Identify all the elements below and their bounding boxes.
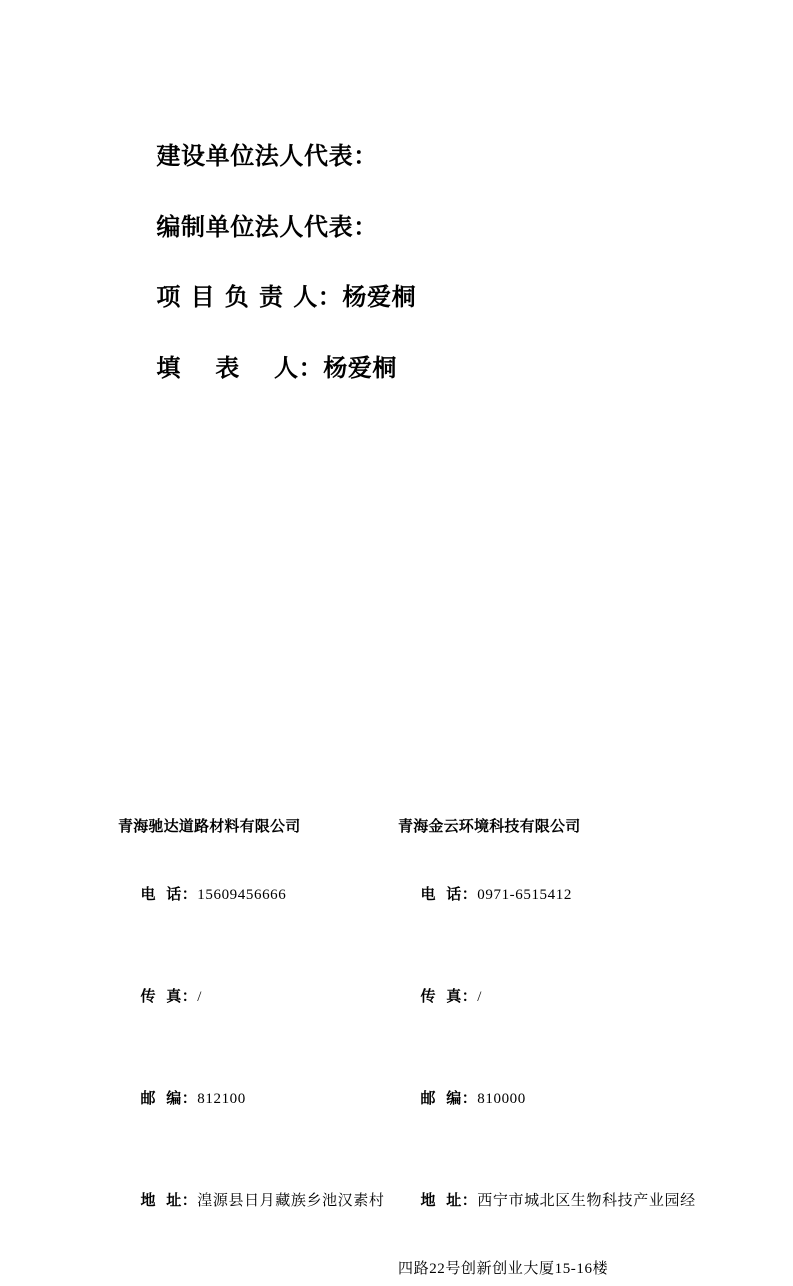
signature-line-project-leader (118, 262, 416, 334)
address-row (118, 1150, 390, 1252)
phone-value: 0971-6515412 (477, 887, 572, 903)
postcode-value: 812100 (197, 1091, 246, 1107)
address-value: 西宁市城北区生物科技产业园经 (477, 1193, 696, 1209)
signature-label: 编制单位法人代表： (156, 215, 378, 241)
phone-label: 电 话： (140, 887, 198, 903)
address-value: 湟源县日月藏族乡池汉素村 (197, 1193, 385, 1209)
postcode-value: 810000 (477, 1091, 526, 1107)
postcode-label: 邮 编： (140, 1091, 198, 1107)
fax-value: / (477, 989, 483, 1005)
postcode-row (118, 1048, 390, 1150)
address-label: 地 址： (140, 1193, 198, 1209)
company-card-compilation-unit (398, 810, 710, 1286)
fax-row (118, 946, 390, 1048)
address-row (398, 1150, 710, 1252)
signature-line-construction-unit-legal-rep (118, 121, 378, 193)
phone-label: 电 话： (420, 887, 478, 903)
company-card-construction-unit (118, 810, 390, 1252)
company-name: 青海金云环境科技有限公司 (398, 819, 581, 835)
signature-label: 填 表 人： (156, 356, 324, 382)
phone-row (118, 844, 390, 946)
signature-value: 杨爱桐 (342, 285, 417, 311)
signature-label: 项 目 负 责 人： (156, 285, 343, 311)
fax-value: / (197, 989, 203, 1005)
fax-row (398, 946, 710, 1048)
signature-label: 建设单位法人代表： (156, 144, 378, 170)
fax-label: 传 真： (140, 989, 198, 1005)
signature-line-form-filler (118, 333, 397, 405)
address-overflow-line: 四路22号创新创业大厦15-16楼 (398, 1261, 609, 1277)
address-label: 地 址： (420, 1193, 478, 1209)
signature-value: 杨爱桐 (323, 356, 398, 382)
postcode-row (398, 1048, 710, 1150)
phone-value: 15609456666 (197, 887, 287, 903)
postcode-label: 邮 编： (420, 1091, 478, 1107)
phone-row (398, 844, 710, 946)
fax-label: 传 真： (420, 989, 478, 1005)
company-name: 青海驰达道路材料有限公司 (118, 819, 301, 835)
signature-line-compilation-unit-legal-rep (118, 192, 378, 264)
